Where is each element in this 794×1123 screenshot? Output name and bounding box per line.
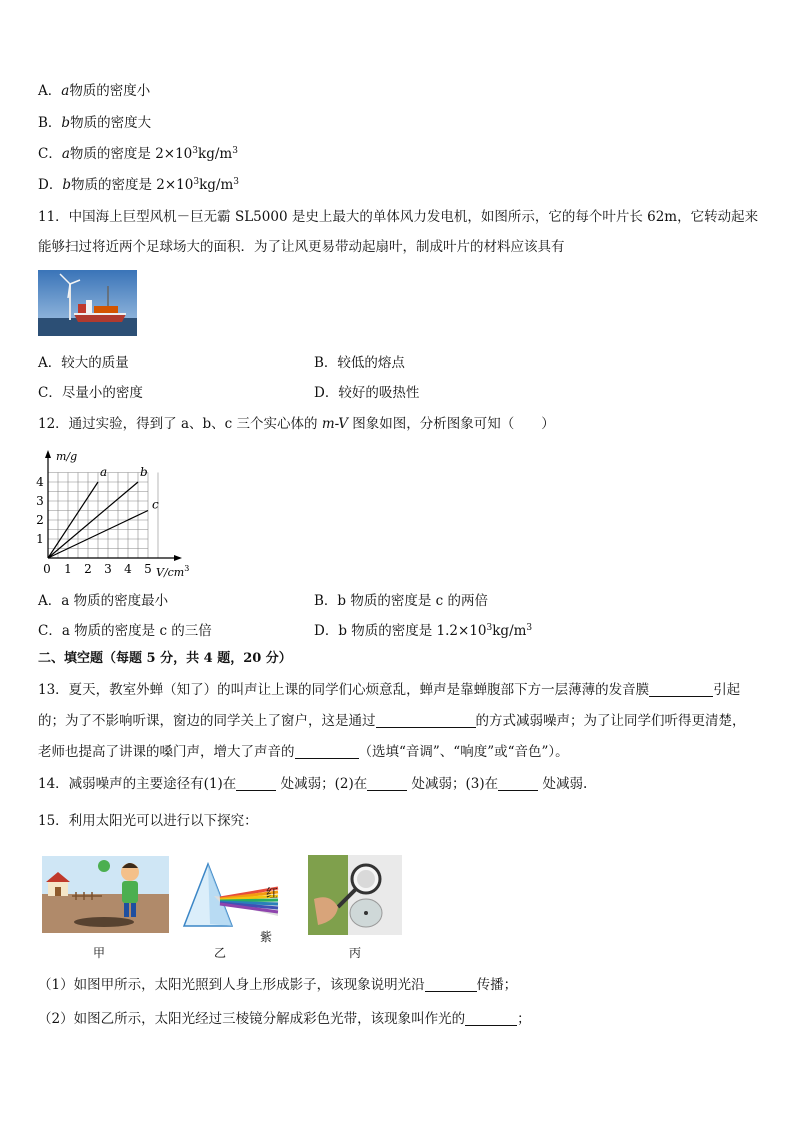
caption-jia: 甲 xyxy=(92,946,105,960)
x-axis-arrow xyxy=(174,555,182,561)
caption-yi: 乙 xyxy=(213,946,226,960)
x-tick-label: 1 xyxy=(64,562,72,576)
y-tick-label: 2 xyxy=(36,513,44,527)
x-tick-label: 2 xyxy=(84,562,92,576)
q11-option-b: B．较低的熔点 xyxy=(314,355,405,371)
q10-option-d: D．b物质的密度是 $2\times 10^3kg/m^3$ xyxy=(38,177,239,193)
q11-option-d: D．较好的吸热性 xyxy=(314,385,420,401)
q11-stem-line1: 11．中国海上巨型风机－巨无霸 SL5000 是史上最大的单体风力发电机，如图所示，它的每个叶片长 62m，它转动起来 xyxy=(38,209,759,225)
x-tick-label: 3 xyxy=(104,562,112,576)
shadow-scene-image xyxy=(42,856,169,933)
q14-blank-2[interactable] xyxy=(367,776,407,791)
q15-blank-1[interactable] xyxy=(425,977,477,992)
series-label-a: a xyxy=(100,465,108,479)
q15-blank-2[interactable] xyxy=(465,1011,517,1026)
q13-blank-1[interactable] xyxy=(649,682,713,697)
y-tick-label: 1 xyxy=(36,532,44,546)
q15-sub1: （1）如图甲所示，太阳光照到人身上形成影子，该现象说明光沿 传播； xyxy=(38,977,518,993)
x-tick-label: 4 xyxy=(124,562,132,576)
prism-label-red: 红 xyxy=(265,886,278,900)
y-axis-arrow xyxy=(45,450,51,458)
q12-stem: 12．通过实验，得到了 a、b、c 三个实心体的 m-V 图象如图，分析图象可知（ ） xyxy=(38,416,555,432)
mv-graph xyxy=(34,448,204,584)
q12-option-b: B．b 物质的密度是 c 的两倍 xyxy=(314,593,488,609)
q14-blank-1[interactable] xyxy=(236,776,276,791)
q11-stem-line2: 能够扫过将近两个足球场大的面积．为了让风更易带动起扇叶，制成叶片的材料应该具有 xyxy=(38,239,565,255)
q10-option-a: A．a物质的密度小 xyxy=(38,83,151,99)
q15-stem: 15．利用太阳光可以进行以下探究： xyxy=(38,813,258,829)
series-label-b: b xyxy=(140,465,148,479)
x-tick-label: 0 xyxy=(43,562,51,576)
prism-label-violet: 紫 xyxy=(259,930,272,944)
wind-turbine-ship-photo xyxy=(38,270,137,336)
q12-option-d: D．b 物质的密度是 $1.2\times 10^3kg/m^3$ xyxy=(314,623,533,639)
caption-bing: 丙 xyxy=(348,946,361,960)
q15-sub2: （2）如图乙所示，太阳光经过三棱镜分解成彩色光带，该现象叫作光的 ； xyxy=(38,1011,531,1027)
q10-option-b: B．b物质的密度大 xyxy=(38,115,152,131)
q14-text: 14．减弱噪声的主要途径有(1)在 处减弱；(2)在 处减弱；(3)在 处减弱. xyxy=(38,776,588,792)
y-tick-label: 4 xyxy=(36,475,44,489)
q14-blank-3[interactable] xyxy=(498,776,538,791)
y-tick-label: 3 xyxy=(36,494,44,508)
q12-option-a: A．a 物质的密度最小 xyxy=(38,593,169,609)
y-axis-label: m/g xyxy=(56,450,78,463)
q13-text: 13．夏天，教室外蝉（知了）的叫声让上课的同学们心烦意乱，蝉声是靠蝉腹部下方一层薄薄的发音膜 引起的；为了不影响听课，窗边的同学关上了窗户，这是通过 的方式减弱噪声；为了让同学们听得更清楚，老师也提高了讲课的嗓门声，增大了声音的 （选填“音调”、“响度”或“音色”）。 xyxy=(38,682,746,760)
x-axis-label: $V/cm^3$ xyxy=(156,564,190,579)
q11-option-c: C．尽量小的密度 xyxy=(38,385,143,401)
x-tick-label: 5 xyxy=(144,562,152,576)
section2-title: 二、填空题（每题 5 分，共 4 题，20 分） xyxy=(38,651,292,666)
q10-option-c: C．a物质的密度是 $2\times 10^3kg/m^3$ xyxy=(38,146,238,162)
q13-blank-3[interactable] xyxy=(295,744,359,759)
q11-option-a: A．较大的质量 xyxy=(38,355,129,371)
q12-option-c: C．a 物质的密度是 c 的三倍 xyxy=(38,623,212,639)
magnifier-image xyxy=(308,855,402,935)
series-label-c: c xyxy=(152,497,159,512)
q13-blank-2[interactable] xyxy=(376,713,476,728)
